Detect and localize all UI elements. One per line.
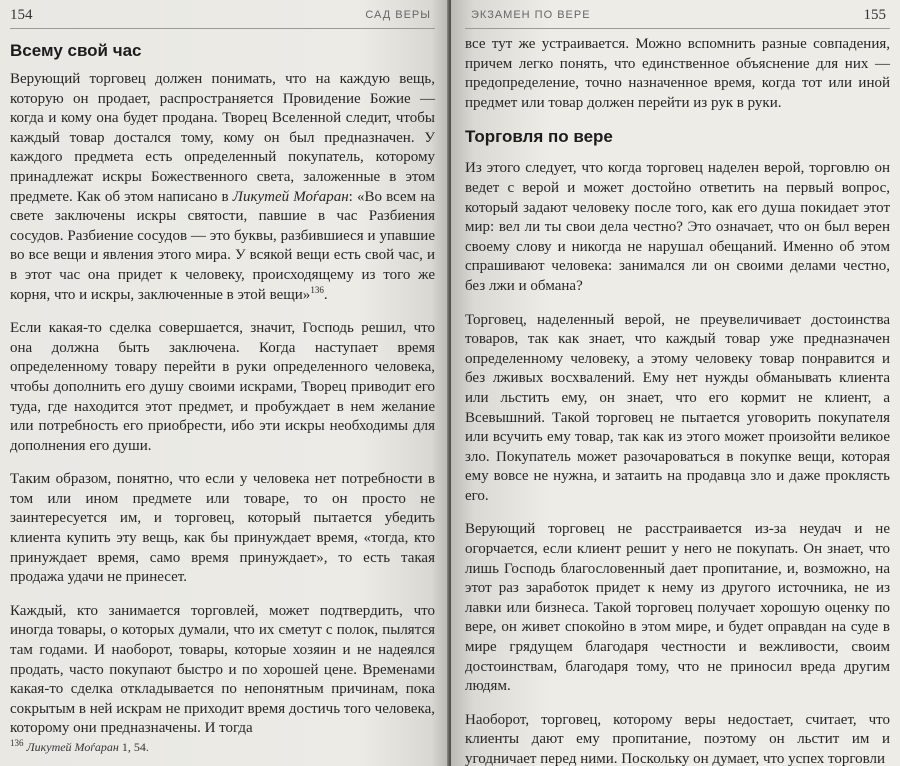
- right-page: [451, 0, 900, 766]
- section-heading-right: Торговля по вере: [465, 127, 613, 147]
- paragraph: Если какая-то сделка совершается, значит, Господь решил, что она должна быть заключена. Когда наступает время определенному товару перейти в руки определенного человека, чтобы дополнить его душу своими искрами, Творец приводит его туда, где находится этот предмет, и пробуждает в нем желание или потребность его приобрести, ибо эти искры необходимы для дополнения его души.: [10, 320, 435, 454]
- running-head-title-left: САД ВЕРЫ: [365, 9, 431, 21]
- running-head-title-right: ЭКЗАМЕН ПО ВЕРЕ: [471, 9, 591, 21]
- paragraph: Верующий торговец должен понимать, что на каждую вещь, которую он продает, распространяется Провидение Божие — когда и кому она будет продана. Творец Вселенной следит, чтобы каждый товар достался тому, кому он был предназначен. У каждого предмета есть определенный покупатель, которому принадлежат искры Божественного света, заложенные в этом предмете. Как об этом написано в Ликутей Моѓаран: «Во всем на свете заключены искры святости, павшие в час Разбиения сосудов. Разбиение сосудов — это буквы, разбившиеся и упавшие во все вещи и явления этого мира. У всякой вещи есть свой час, и в этот час она придет к человеку, происходящему из того же корня, что и искры, заключенные в этой вещи»$^{136}$.: [10, 71, 436, 303]
- footnote-number: 136: [10, 738, 24, 748]
- left-page: [0, 0, 449, 766]
- paragraph: Наоборот, торговец, которому веры недостает, считает, что клиенты дают ему пропитание, поэтому он льстит им и угодничает перед ними. Поскольку он думает, что успех торговли: [465, 711, 890, 766]
- page-number-left: 154: [10, 7, 33, 23]
- section-heading-left: Всему свой час: [10, 41, 142, 60]
- book-title: Ликутей Моѓаран: [232, 188, 349, 205]
- left-running-head: [10, 0, 435, 29]
- paragraph: Торговец, наделенный верой, не преувеличивает достоинства товаров, так как знает, что каждый товар уже предназначен определенному человеку, а этому человеку товар понравится и без лживых восхвалений. Ему нет нужды обманывать клиента или льстить ему, он знает, что его кормит не клиент, а Всевышний. Такой торговец не пытается уговорить покупателя или всучить ему товар, так как из этого может произойти великое зло. Покупатель может разочароваться в покупке вещи, которая ему вовсе не нужна, и затаить на продавца зло и даже проклясть его.: [465, 311, 890, 504]
- paragraph: Таким образом, понятно, что если у человека нет потребности в том или ином предмете или товаре, то он просто не заинтересуется им, и торговец, который пытается убедить клиента купить эту вещь, как бы принуждает время, «тогда, кто принуждает время, само время принуждает», то есть такая продажа удачи не принесет.: [10, 471, 435, 586]
- paragraph: Верующий торговец не расстраивается из-за неудач и не огорчается, если клиент решит у него не покупать. Он знает, что лишь Господь благословенный дает пропитание, и, возможно, на этот раз заработок придет к нему из другого источника, не из лавки или бизнеса. Такой торговец получает хорошую оценку по вере, он живет спокойно в этом мире, и будет оправдан на суде в мире грядущем благодаря честности и вежливости, своим достоинствам, благодаря тому, что не приносил вреда другим людям.: [465, 521, 890, 695]
- continuation-paragraph: все тут же устраивается. Можно вспомнить разные совпадения, причем легко понять, что единственное объяснение для них — предопределение, точно назначенное время, когда тот или иной предмет или товар должен перейти из рук в руки.: [465, 36, 890, 111]
- page-number-right: 155: [863, 7, 886, 23]
- right-running-head: [465, 0, 890, 29]
- paragraph: Каждый, кто занимается торговлей, может подтвердить, что иногда товары, о которых думали, что их сметут с полок, пылятся там годами. И наоборот, товары, которые хозяин и не надеялся продать, часто покупают быстро и по хорошей цене. Временами какая-то сделка откладывается по непонятным причинам, пока сокрытым в ней искрам не приходит время достичь того человека, которому они предназначены. И тогда: [10, 602, 435, 737]
- footnote-marker[interactable]: 136: [310, 284, 324, 295]
- footnote: $^{136}$ Ликутей Моѓаран 1, 54.: [10, 738, 149, 754]
- paragraph: Из этого следует, что когда торговец наделен верой, торговлю он ведет с верой и может достойно ответить на первый вопрос, который задают человеку после того, как его душа покидает этот мир: вел ли ты свои дела честно? Это означает, что он был верен своему слову и никогда не нарушал обещаний. Именно об этом спрашивают человека: занимался ли он своими делами честно, без лжи и обмана?: [465, 160, 890, 294]
